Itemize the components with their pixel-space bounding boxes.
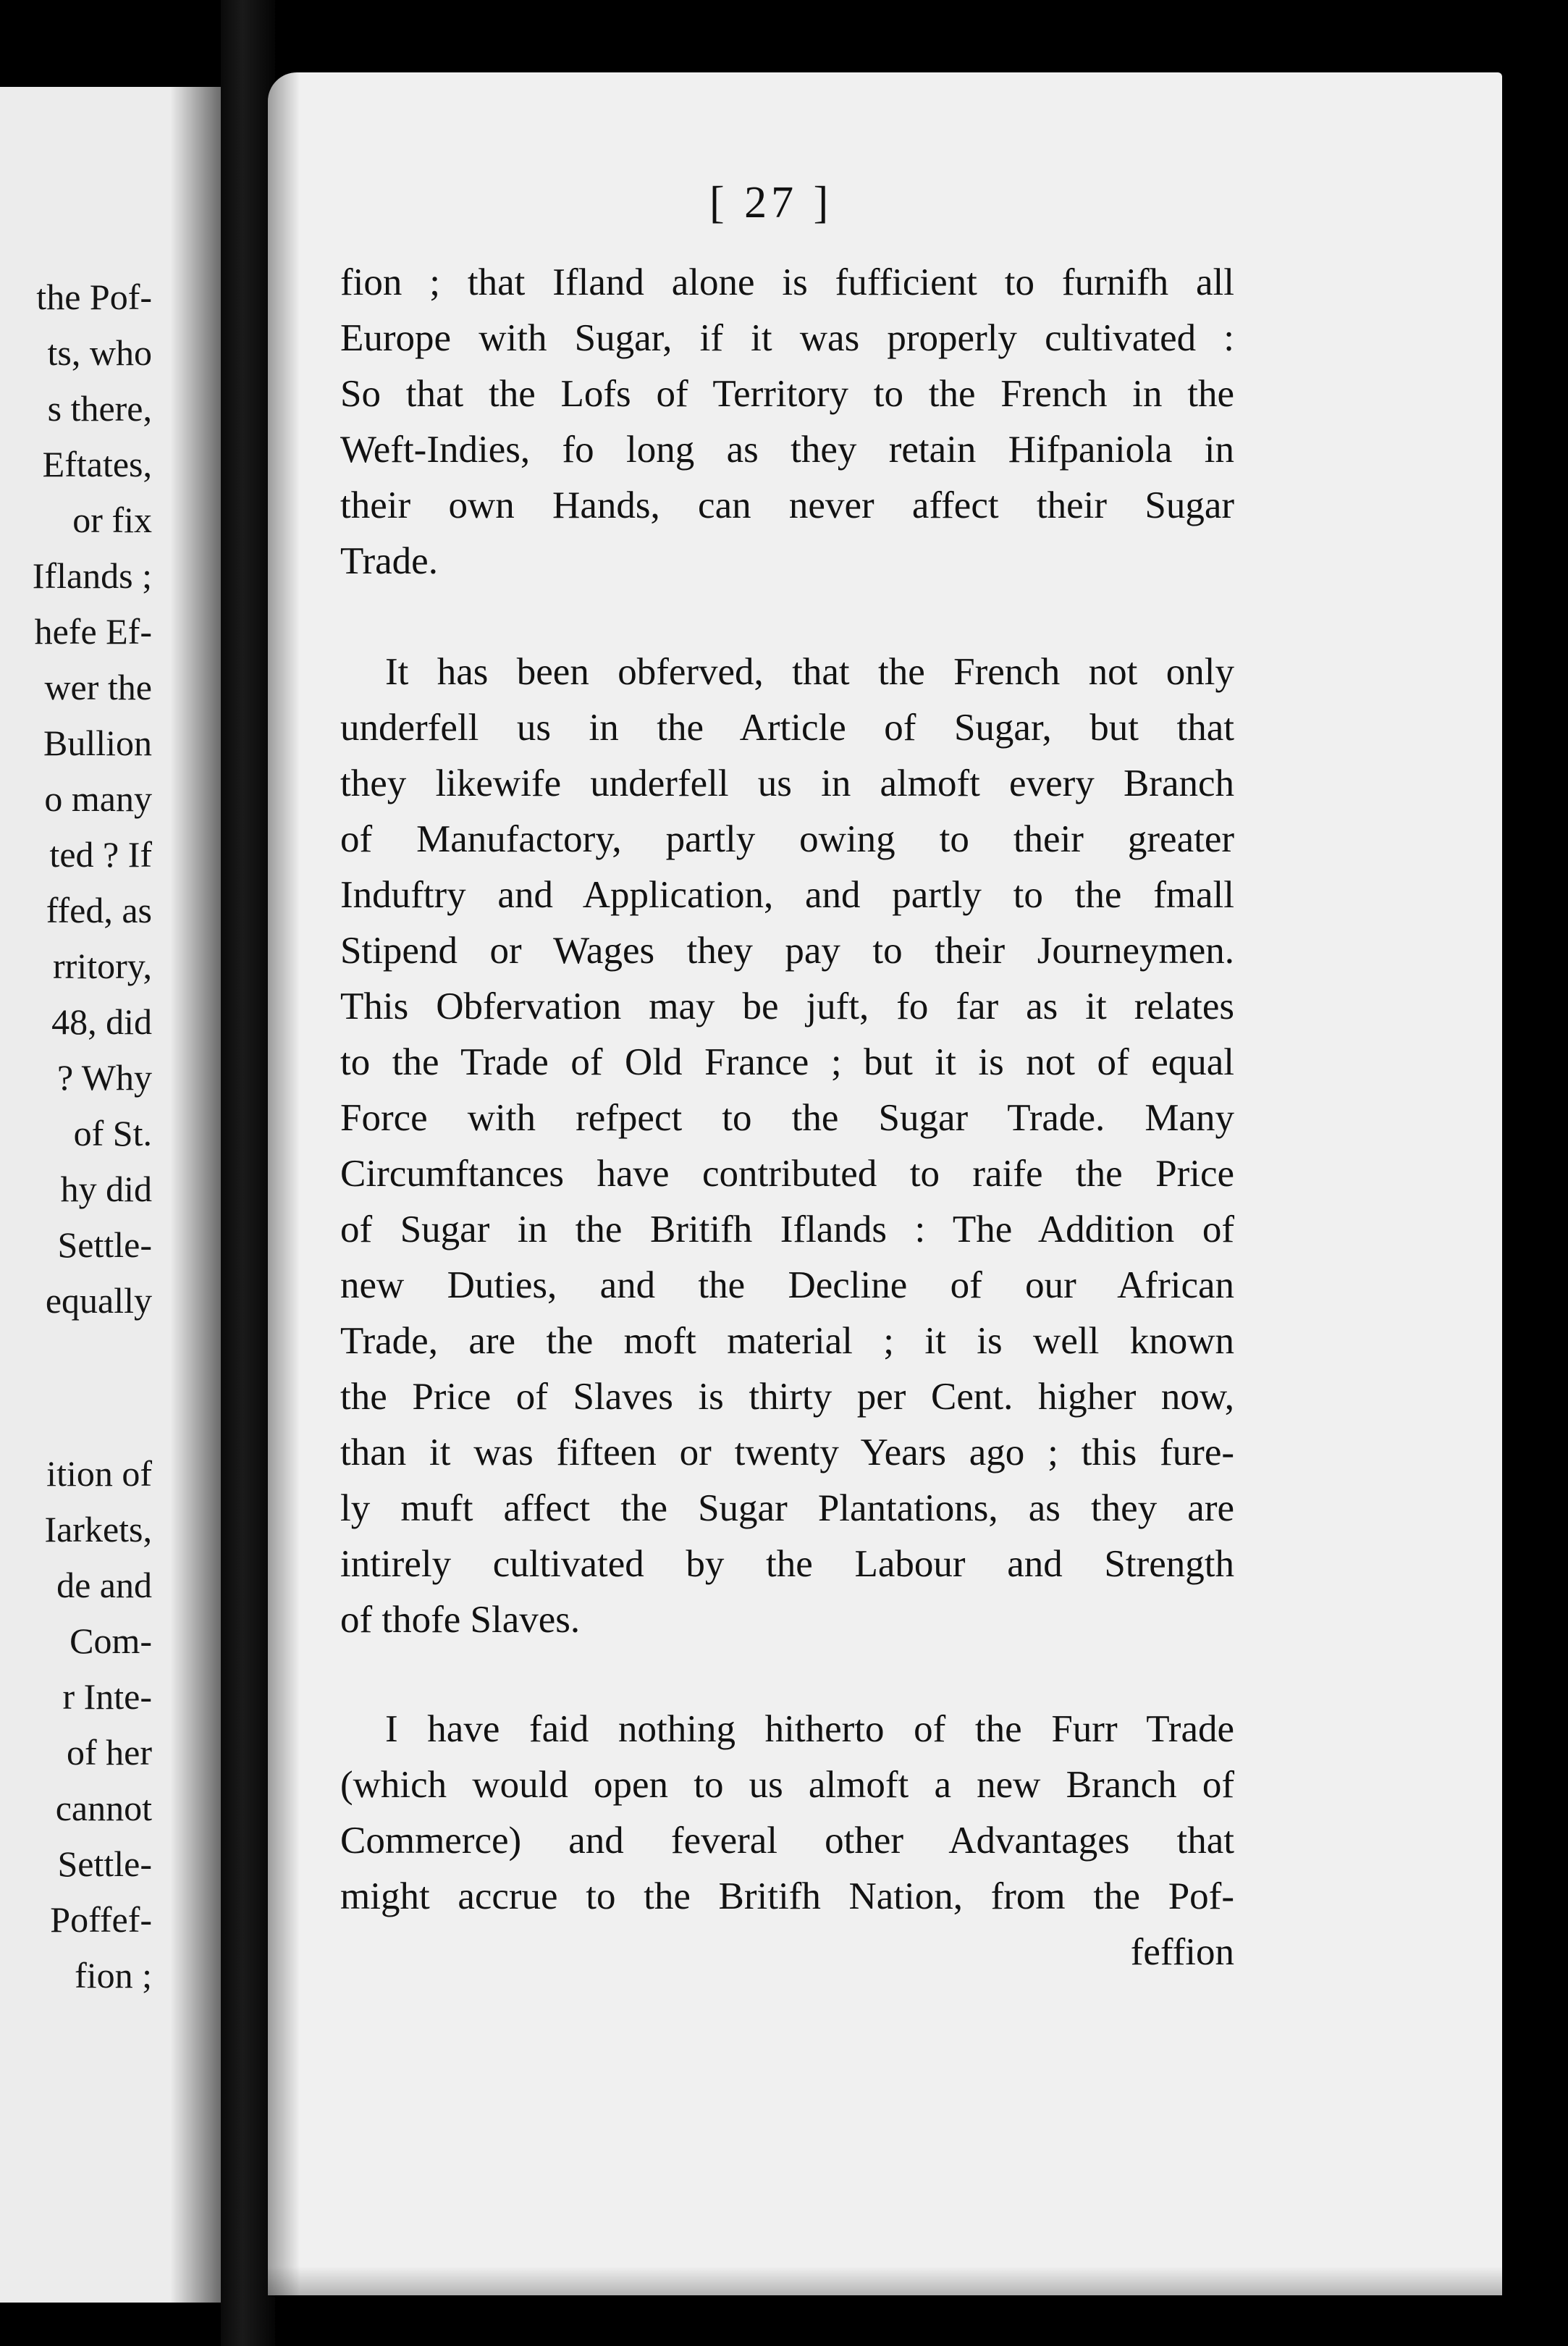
left-line: rritory,	[53, 946, 152, 986]
text-line: It has been obferved, that the French not only	[385, 651, 1234, 693]
left-line: hy did	[60, 1169, 152, 1209]
paragraph-3	[340, 1702, 1234, 1980]
left-line: fion ;	[75, 1955, 152, 1996]
text-line: fion ; that Ifland alone is fufficient to furnifh all	[340, 261, 1234, 303]
left-line: Settle-	[57, 1224, 152, 1265]
left-line: Iflands ;	[32, 555, 152, 596]
text-line: Weft-Indies, fo long as they retain Hifpaniola in	[340, 429, 1234, 471]
paragraph-1	[340, 255, 1234, 589]
text-line: their own Hands, can never affect their Sugar	[340, 484, 1234, 526]
left-line: Settle-	[57, 1843, 152, 1884]
page-edge-shadow	[268, 72, 300, 2295]
left-line: Com-	[69, 1620, 152, 1661]
left-line: s there,	[47, 388, 152, 429]
left-line: ts, who	[47, 332, 152, 373]
left-line: de and	[56, 1565, 152, 1605]
left-page-fragment	[0, 87, 221, 2303]
text-line: to the Trade of Old France ; but it is not of equal	[340, 1041, 1234, 1083]
text-line: of thofe Slaves.	[340, 1599, 581, 1641]
text-line: Force with refpect to the Sugar Trade. Many	[340, 1097, 1234, 1139]
left-line: ffed, as	[46, 890, 152, 930]
left-line: ted ? If	[49, 834, 152, 875]
text-line: Circumftances have contributed to raife the Price	[340, 1153, 1234, 1195]
text-line: than it was fifteen or twenty Years ago ; this fure-	[340, 1431, 1234, 1473]
text-line: Trade, are the moft material ; it is well known	[340, 1320, 1234, 1362]
text-line: intirely cultivated by the Labour and Strength	[340, 1543, 1234, 1585]
left-line: Bullion	[43, 723, 152, 763]
text-line: Induftry and Application, and partly to the fmall	[340, 874, 1234, 916]
page-bottom-shadow	[268, 2266, 1502, 2295]
text-line: Commerce) and feveral other Advantages that	[340, 1820, 1234, 1862]
left-line: of St.	[73, 1113, 152, 1153]
text-line: This Obfervation may be juft, fo far as it relates	[340, 985, 1234, 1027]
text-line: underfell us in the Article of Sugar, but that	[340, 707, 1234, 749]
left-line: wer the	[44, 667, 152, 707]
left-line: Eftates,	[42, 444, 152, 484]
text-line: the Price of Slaves is thirty per Cent. higher now,	[340, 1376, 1234, 1418]
left-line: 48, did	[51, 1001, 152, 1042]
left-line: Poffef-	[50, 1899, 152, 1940]
left-line: ition of	[46, 1453, 152, 1494]
text-line: new Duties, and the Decline of our African	[340, 1264, 1234, 1306]
text-line: Stipend or Wages they pay to their Journeymen.	[340, 930, 1234, 972]
page-number: [ 27 ]	[709, 178, 833, 227]
left-page-shadow	[170, 87, 221, 2303]
left-line: equally	[45, 1280, 152, 1321]
left-line: ? Why	[57, 1057, 152, 1098]
text-line: So that the Lofs of Territory to the French in the	[340, 373, 1234, 415]
text-line: Europe with Sugar, if it was properly cultivated :	[340, 317, 1234, 359]
left-line: Iarkets,	[44, 1509, 152, 1550]
text-line: of Manufactory, partly owing to their greater	[340, 818, 1234, 860]
left-line: hefe Ef-	[34, 611, 152, 652]
text-line: (which would open to us almoft a new Branch of	[340, 1764, 1234, 1806]
text-line: ly muft affect the Sugar Plantations, as they are	[340, 1487, 1234, 1529]
text-line: Trade.	[340, 540, 438, 582]
left-line: or fix	[72, 500, 152, 540]
left-line: the Pof-	[36, 277, 152, 317]
book-gutter	[221, 0, 275, 2346]
left-line: o many	[44, 778, 152, 819]
text-line: might accrue to the Britifh Nation, from the Pof-	[340, 1875, 1234, 1917]
text-line: they likewife underfell us in almoft every Branch	[340, 762, 1234, 804]
left-line: of her	[67, 1732, 152, 1773]
catchword: feffion	[1130, 1931, 1234, 1973]
left-line: r Inte-	[62, 1676, 152, 1717]
paragraph-2	[340, 644, 1234, 1648]
text-line: of Sugar in the Britifh Iflands : The Addition of	[340, 1208, 1234, 1250]
left-line: cannot	[55, 1788, 152, 1828]
text-line: I have faid nothing hitherto of the Furr Trade	[385, 1708, 1234, 1750]
